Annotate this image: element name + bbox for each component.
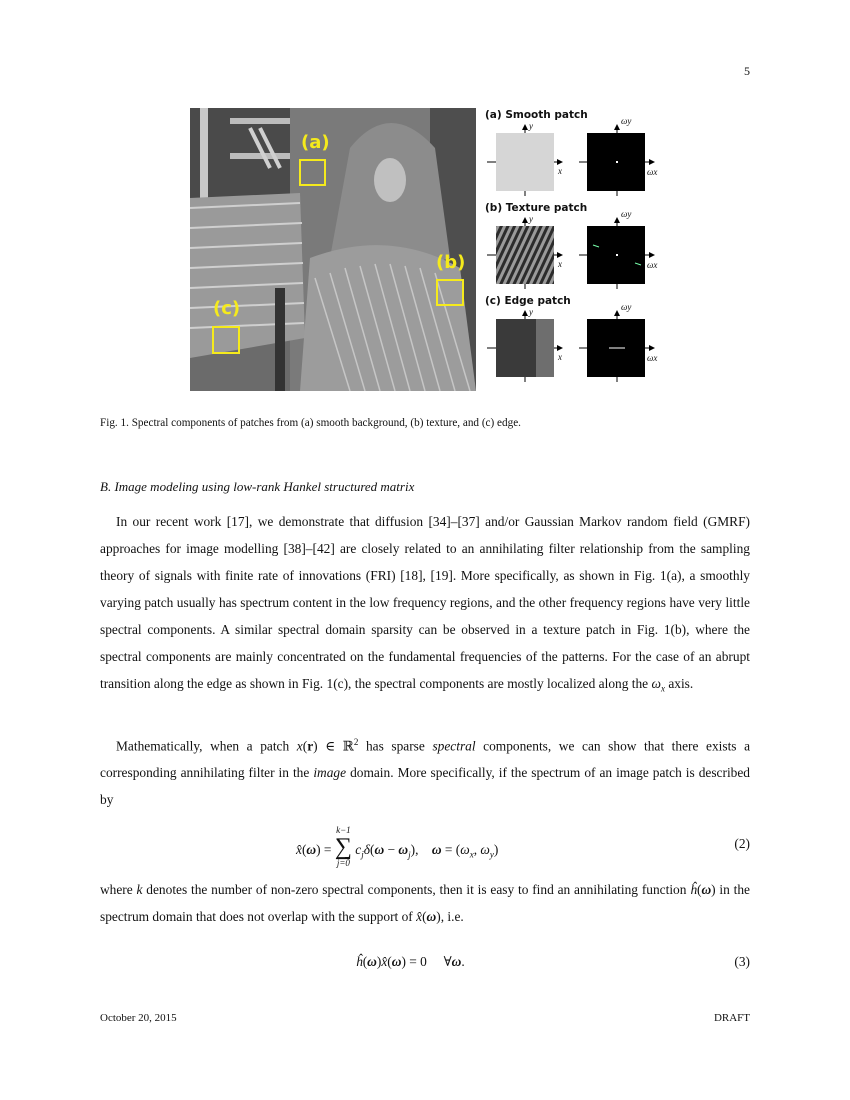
panel-c (485, 302, 665, 386)
axis-label-x-b: x (558, 259, 562, 269)
panel-title-b: (b) Texture patch (485, 202, 588, 214)
axis-label-wx-a: ωx (647, 167, 658, 177)
paragraph-2-d: domain. More specifically, if the spectrum of an image patch is described by (100, 765, 751, 808)
equation-3 (100, 954, 750, 974)
axis-label-y-c: y (529, 307, 533, 317)
paragraph-1-tail: axis. (668, 676, 694, 691)
paragraph-3-c: in the spectrum domain that does not overlap with the support of (100, 882, 750, 924)
paragraph-2: Mathematically, when a patch x(r) ∈ ℝ$^2$ has sparse spectral components, we can show that there exists a corresponding annihilating filter in the image domain. More specifically, if the spectrum of an image patch is described by (100, 737, 751, 808)
section-heading: B. Image modeling using low-rank Hankel structured matrix (100, 479, 415, 494)
axis-label-x-c: x (558, 352, 562, 362)
photo-box-b (436, 279, 464, 306)
paragraph-3: where k denotes the number of non-zero spectral components, then it is easy to find an annihilating function ĥ(ω) in the spectrum domain that does not overlap with the support of x̂(ω), i.e. (100, 882, 750, 924)
panel-b (485, 209, 665, 293)
paragraph-3-d: , i.e. (440, 909, 464, 924)
paragraph-2-a: Mathematically, when a patch (116, 738, 290, 754)
equation-2-number: (2) (734, 836, 750, 851)
figure-caption: Fig. 1. Spectral components of patches from (a) smooth background, (b) texture, and (c) edge. (100, 417, 521, 429)
axis-label-wy-a: ωy (621, 116, 632, 126)
footer-status: DRAFT (713, 1012, 750, 1024)
axis-label-y-b: y (529, 214, 533, 224)
axis-label-wx-b: ωx (647, 260, 658, 270)
figure-photo (190, 108, 476, 391)
axis-label-wy-c: ωy (621, 302, 632, 312)
paragraph-2-spectral: spectral (432, 738, 476, 754)
paragraph-2-image: image (313, 765, 347, 781)
equation-2-body: x̂(ω) = k−1 ∑ j=0 $c_j\delta(\omega - \omega_j)$, $\omega = (\omega_x$, $\omega_y$) (296, 825, 499, 868)
footer-date: October 20, 2015 (100, 1012, 177, 1024)
equation-3-body: ĥ(ω)x̂(ω) = 0 ∀ω. (356, 954, 465, 969)
paragraph-3-a: where (100, 882, 133, 897)
photo-label-c: (c) (213, 298, 241, 319)
paragraph-1: In our recent work [17], we demonstrate that diffusion [34]–[37] and/or Gaussian Markov random field (GMRF) approaches for image modelling [38]–[42] are closely related to an annihilating filter relationship from the sampling theory of signals with finite rate of innovations (FRI) [18], [19]. More specifically, as shown in Fig. 1(a), a smoothly varying patch usually has spectrum content in the low frequency regions, and the other frequency regions have very little spectral components. A similar spectral domain sparsity can be observed in a texture patch in Fig. 1(b), where the spectral components are mainly concentrated on the fundamental frequencies of the patterns. For the case of an abrupt transition along the edge as shown in Fig. 1(c), the spectral components are mostly localized along the $\omega_x$ axis. (100, 514, 750, 694)
equation-3-number: (3) (734, 954, 750, 969)
page-number: 5 (744, 64, 750, 78)
photo-box-c (212, 326, 240, 354)
paragraph-2-c: components, we can show that there exists a corresponding annihilating filter in the (100, 738, 751, 781)
axis-label-y-a: y (529, 121, 533, 131)
photo-label-b: (b) (436, 252, 466, 273)
photo-label-a: (a) (301, 132, 330, 153)
equation-2 (100, 818, 750, 874)
panel-title-a: (a) Smooth patch (485, 109, 588, 121)
paragraph-2-b: has sparse (365, 738, 425, 754)
panel-a (485, 116, 665, 200)
axis-label-x-a: x (558, 166, 562, 176)
axis-label-wy-b: ωy (621, 209, 632, 219)
photo-box-a (299, 159, 326, 186)
paragraph-1-text: In our recent work [17], we demonstrate that diffusion [34]–[37] and/or Gaussian Markov random field (GMRF) approaches for image modelling [38]–[42] are closely related to an annihilating filter relationship from the sampling theory of signals with finite rate of innovations (FRI) [18], [19]. More specifically, as shown in Fig. 1(a), a smoothly varying patch usually has spectrum content in the low frequency regions, and the other frequency regions have very little spectral components. A similar spectral domain sparsity can be observed in a texture patch in Fig. 1(b), where the spectral components are mainly concentrated on the fundamental frequencies of the patterns. For the case of an abrupt transition along the edge as shown in Fig. 1(c), the spectral components are mostly localized along the (100, 514, 750, 691)
axis-label-wx-c: ωx (647, 353, 658, 363)
paragraph-3-b: denotes the number of non-zero spectral components, then it is easy to find an annihilating function (146, 882, 687, 897)
panel-title-c: (c) Edge patch (485, 295, 571, 307)
